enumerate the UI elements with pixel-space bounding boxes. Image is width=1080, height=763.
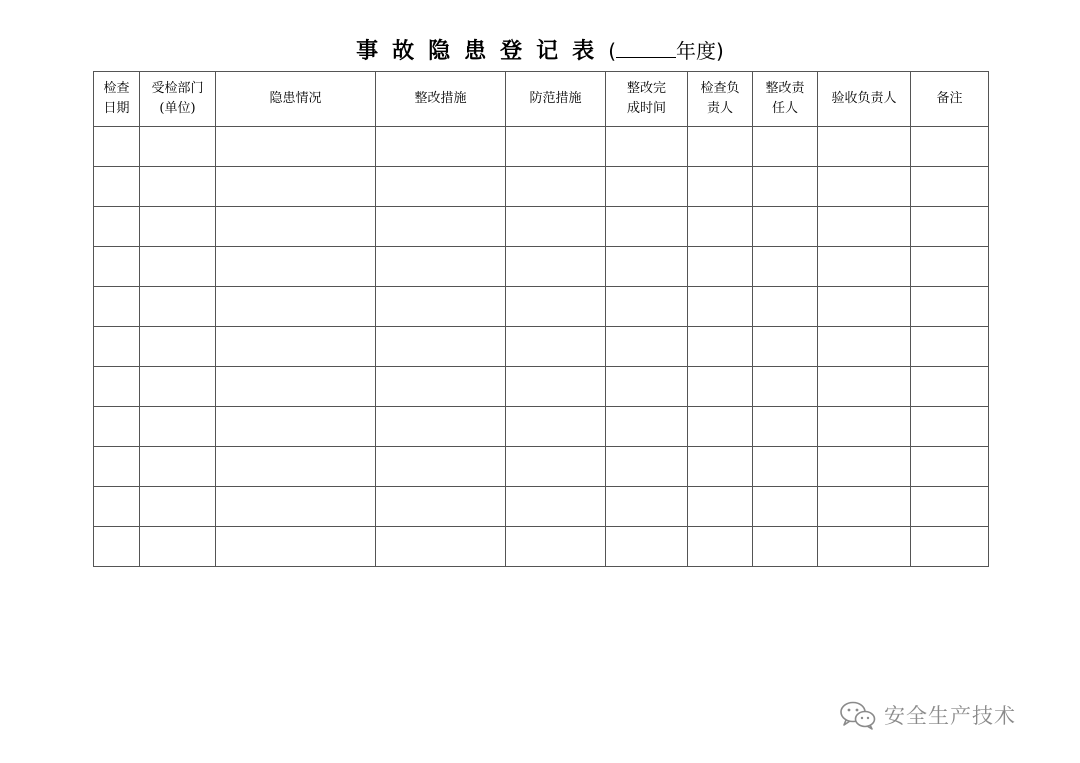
table-cell[interactable]	[911, 167, 989, 207]
table-row	[94, 127, 989, 167]
table-cell[interactable]	[376, 287, 506, 327]
table-cell[interactable]	[506, 327, 606, 367]
table-cell[interactable]	[140, 127, 216, 167]
table-row	[94, 327, 989, 367]
table-cell[interactable]	[140, 247, 216, 287]
table-cell[interactable]	[911, 367, 989, 407]
table-cell[interactable]	[753, 207, 818, 247]
table-cell[interactable]	[688, 527, 753, 567]
table-cell[interactable]	[94, 447, 140, 487]
table-cell[interactable]	[506, 447, 606, 487]
header-acceptance-lead: 验收负责人	[818, 72, 911, 127]
table-cell[interactable]	[753, 287, 818, 327]
table-cell[interactable]	[94, 487, 140, 527]
table-cell[interactable]	[688, 207, 753, 247]
table-cell[interactable]	[376, 207, 506, 247]
table-cell[interactable]	[818, 127, 911, 167]
table-cell[interactable]	[506, 407, 606, 447]
table-cell[interactable]	[818, 367, 911, 407]
table-cell[interactable]	[140, 287, 216, 327]
header-inspection-date: 检查 日期	[94, 72, 140, 127]
table-cell[interactable]	[688, 167, 753, 207]
table-cell[interactable]	[216, 167, 376, 207]
table-cell[interactable]	[94, 287, 140, 327]
table-cell[interactable]	[688, 447, 753, 487]
table-cell[interactable]	[94, 207, 140, 247]
wechat-icon	[838, 700, 878, 730]
table-cell[interactable]	[376, 527, 506, 567]
table-cell[interactable]	[376, 327, 506, 367]
table-cell[interactable]	[911, 127, 989, 167]
header-completion-time: 整改完 成时间	[606, 72, 688, 127]
table-cell[interactable]	[818, 207, 911, 247]
table-cell[interactable]	[818, 407, 911, 447]
table-cell[interactable]	[140, 487, 216, 527]
header-hazard-situation: 隐患情况	[216, 72, 376, 127]
table-cell[interactable]	[376, 447, 506, 487]
watermark	[838, 700, 1016, 730]
table-row	[94, 487, 989, 527]
table-cell[interactable]	[94, 327, 140, 367]
table-cell[interactable]	[911, 247, 989, 287]
table-cell[interactable]	[753, 167, 818, 207]
table-cell[interactable]	[753, 527, 818, 567]
table-cell[interactable]	[506, 527, 606, 567]
table-header-row	[94, 72, 989, 127]
table-cell[interactable]	[140, 367, 216, 407]
table-cell[interactable]	[688, 327, 753, 367]
table-cell[interactable]	[506, 367, 606, 407]
table-cell[interactable]	[216, 247, 376, 287]
table-cell[interactable]	[911, 487, 989, 527]
table-cell[interactable]	[911, 327, 989, 367]
table-row	[94, 247, 989, 287]
table-cell[interactable]	[688, 407, 753, 447]
table-cell[interactable]	[216, 367, 376, 407]
table-cell[interactable]	[688, 287, 753, 327]
table-body	[94, 127, 989, 567]
table-cell[interactable]	[911, 447, 989, 487]
table-cell[interactable]	[506, 287, 606, 327]
table-row	[94, 367, 989, 407]
header-remarks: 备注	[911, 72, 989, 127]
table-cell[interactable]	[376, 167, 506, 207]
table-cell[interactable]	[818, 167, 911, 207]
year-open: (	[608, 39, 616, 63]
header-preventive-measures: 防范措施	[506, 72, 606, 127]
table-cell[interactable]	[94, 167, 140, 207]
table-cell[interactable]	[506, 127, 606, 167]
table-cell[interactable]	[376, 127, 506, 167]
table-row	[94, 207, 989, 247]
document-title	[0, 36, 1080, 67]
table-row	[94, 527, 989, 567]
table-cell[interactable]	[753, 327, 818, 367]
table-cell[interactable]	[140, 207, 216, 247]
table-cell[interactable]	[688, 127, 753, 167]
table-cell[interactable]	[911, 407, 989, 447]
table-cell[interactable]	[140, 327, 216, 367]
table-cell[interactable]	[216, 207, 376, 247]
table-cell[interactable]	[606, 487, 688, 527]
table-cell[interactable]	[818, 447, 911, 487]
table-cell[interactable]	[606, 367, 688, 407]
table-cell[interactable]	[506, 487, 606, 527]
table-cell[interactable]	[94, 407, 140, 447]
table-cell[interactable]	[818, 487, 911, 527]
year-blank-line	[616, 39, 676, 58]
table-cell[interactable]	[506, 167, 606, 207]
title-text: 事故隐患登记表	[356, 39, 609, 64]
header-inspected-department: 受检部门 (单位)	[140, 72, 216, 127]
table-cell[interactable]	[216, 287, 376, 327]
table-cell[interactable]	[911, 527, 989, 567]
table-cell[interactable]	[753, 487, 818, 527]
table-cell[interactable]	[606, 247, 688, 287]
table-cell[interactable]	[911, 287, 989, 327]
hazard-register-table	[93, 71, 989, 567]
watermark-text: 安全生产技术	[884, 704, 1016, 728]
table-cell[interactable]	[216, 327, 376, 367]
table-row	[94, 407, 989, 447]
table-cell[interactable]	[753, 407, 818, 447]
table-cell[interactable]	[606, 207, 688, 247]
table-cell[interactable]	[606, 447, 688, 487]
table-cell[interactable]	[753, 367, 818, 407]
table-cell[interactable]	[606, 167, 688, 207]
table-cell[interactable]	[753, 447, 818, 487]
table-cell[interactable]	[606, 127, 688, 167]
table-cell[interactable]	[911, 207, 989, 247]
table-cell[interactable]	[606, 527, 688, 567]
table-cell[interactable]	[140, 527, 216, 567]
table-cell[interactable]	[753, 127, 818, 167]
table-cell[interactable]	[216, 407, 376, 447]
table-cell[interactable]	[818, 327, 911, 367]
table-cell[interactable]	[606, 327, 688, 367]
table-cell[interactable]	[506, 207, 606, 247]
table-cell[interactable]	[688, 367, 753, 407]
table-cell[interactable]	[688, 247, 753, 287]
table-cell[interactable]	[688, 487, 753, 527]
table-cell[interactable]	[140, 167, 216, 207]
table-cell[interactable]	[818, 287, 911, 327]
header-rectification-responsible: 整改责 任人	[753, 72, 818, 127]
table-cell[interactable]	[94, 527, 140, 567]
table-cell[interactable]	[140, 447, 216, 487]
table-cell[interactable]	[606, 287, 688, 327]
table-cell[interactable]	[216, 127, 376, 167]
table-cell[interactable]	[216, 447, 376, 487]
table-cell[interactable]	[94, 247, 140, 287]
table-cell[interactable]	[216, 527, 376, 567]
table-cell[interactable]	[818, 247, 911, 287]
table-cell[interactable]	[376, 367, 506, 407]
table-cell[interactable]	[753, 247, 818, 287]
table-cell[interactable]	[376, 247, 506, 287]
table-cell[interactable]	[818, 527, 911, 567]
header-inspection-lead: 检查负 责人	[688, 72, 753, 127]
table-row	[94, 287, 989, 327]
table-cell[interactable]	[94, 367, 140, 407]
table-cell[interactable]	[94, 127, 140, 167]
table-row	[94, 447, 989, 487]
table-cell[interactable]	[376, 407, 506, 447]
table-cell[interactable]	[140, 407, 216, 447]
table-row	[94, 167, 989, 207]
table-cell[interactable]	[606, 407, 688, 447]
table-cell[interactable]	[216, 487, 376, 527]
header-rectification-measures: 整改措施	[376, 72, 506, 127]
year-label: 年度)	[676, 39, 724, 63]
table-cell[interactable]	[376, 487, 506, 527]
table-cell[interactable]	[506, 247, 606, 287]
